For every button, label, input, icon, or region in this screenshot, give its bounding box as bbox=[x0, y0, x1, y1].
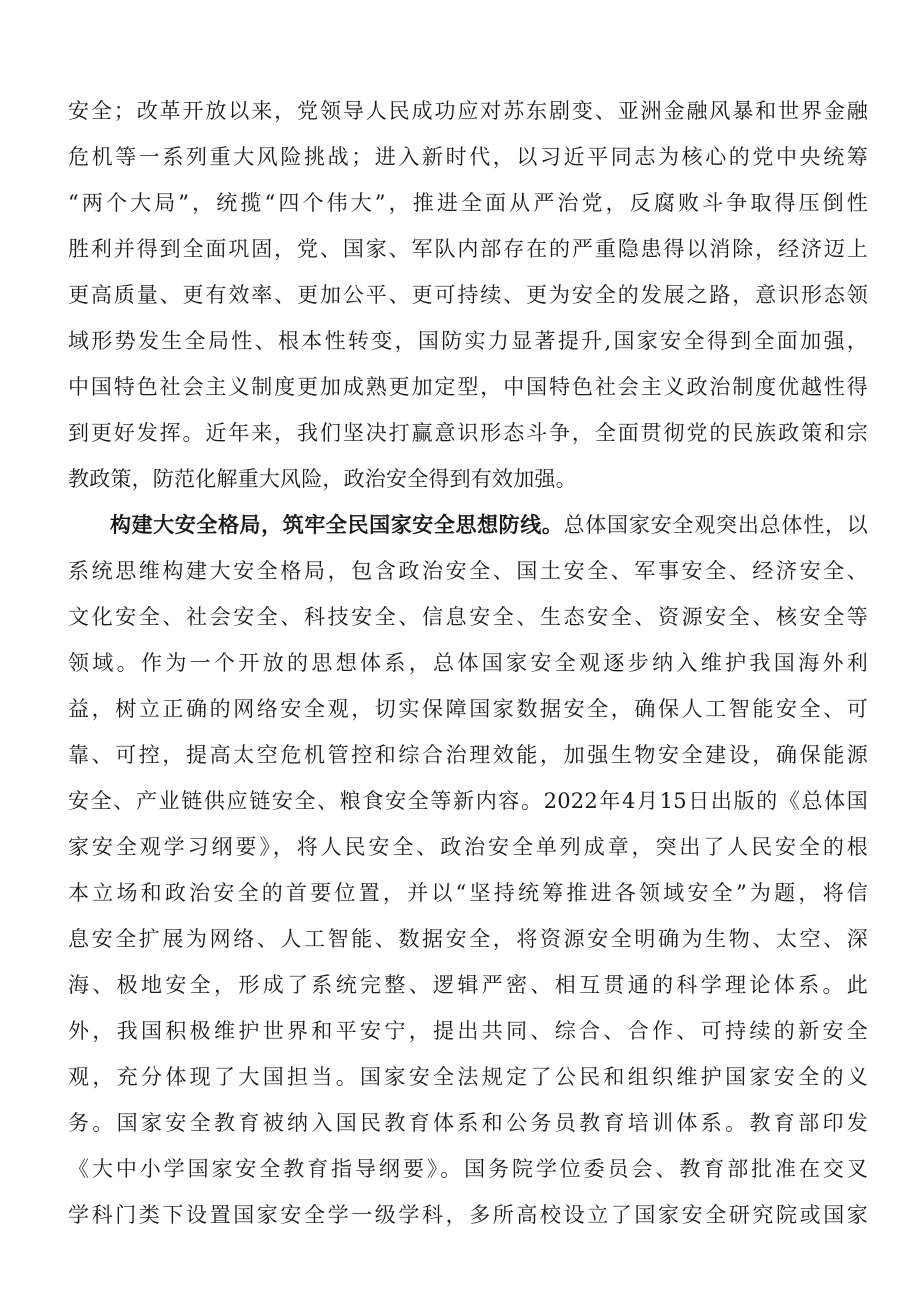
paragraph-2-line-14: 务。国家安全教育被纳入国民教育体系和公务员教育培训体系。教育部印发 bbox=[68, 1111, 868, 1135]
paragraph-1-line-3: “两个大局”，统揽“四个伟大”，推进全面从严治党，反腐败斗争取得压倒性 bbox=[68, 191, 868, 215]
paragraph-2-line-16: 学科门类下设置国家安全学一级学科，多所高校设立了国家安全研究院或国家 bbox=[68, 1203, 868, 1227]
paragraph-1-line-8: 到更好发挥。近年来，我们坚决打赢意识形态斗争，全面贯彻党的民族政策和宗 bbox=[68, 421, 868, 445]
paragraph-2-line-15: 《大中小学国家安全教育指导纲要》。国务院学位委员会、教育部批准在交叉 bbox=[68, 1157, 868, 1181]
section-heading: 构建大安全格局，筑牢全民国家安全思想防线。 bbox=[110, 513, 564, 537]
paragraph-1-line-2: 危机等一系列重大风险挑战；进入新时代，以习近平同志为核心的党中央统筹 bbox=[68, 145, 868, 169]
paragraph-2-line-3: 文化安全、社会安全、科技安全、信息安全、生态安全、资源安全、核安全等 bbox=[68, 605, 868, 629]
paragraph-2-line-5: 益，树立正确的网络安全观，切实保障国家数据安全，确保人工智能安全、可 bbox=[68, 697, 868, 721]
paragraph-2-line-1 bbox=[110, 510, 868, 540]
paragraph-2-line-8: 家安全观学习纲要》，将人民安全、政治安全单列成章，突出了人民安全的根 bbox=[68, 835, 868, 859]
paragraph-1-line-4: 胜利并得到全面巩固，党、国家、军队内部存在的严重隐患得以消除，经济迈上 bbox=[68, 237, 868, 261]
paragraph-2-line-1-rest: 总体国家安全观突出总体性，以 bbox=[563, 513, 868, 537]
paragraph-2-line-2: 系统思维构建大安全格局，包含政治安全、国土安全、军事安全、经济安全、 bbox=[68, 559, 868, 583]
paragraph-1-line-9: 教政策，防范化解重大风险，政治安全得到有效加强。 bbox=[68, 467, 577, 491]
paragraph-1-line-1: 安全；改革开放以来，党领导人民成功应对苏东剧变、亚洲金融风暴和世界金融 bbox=[68, 99, 868, 123]
paragraph-1-line-5: 更高质量、更有效率、更加公平、更可持续、更为安全的发展之路，意识形态领 bbox=[68, 283, 868, 307]
paragraph-2-line-12: 外，我国积极维护世界和平安宁，提出共同、综合、合作、可持续的新安全 bbox=[68, 1019, 868, 1043]
paragraph-2-line-9: 本立场和政治安全的首要位置，并以“坚持统筹推进各领域安全”为题，将信 bbox=[68, 881, 868, 905]
paragraph-2-line-10: 息安全扩展为网络、人工智能、数据安全，将资源安全明确为生物、太空、深 bbox=[68, 927, 868, 951]
paragraph-2-line-13: 观，充分体现了大国担当。国家安全法规定了公民和组织维护国家安全的义 bbox=[68, 1065, 868, 1089]
paragraph-2-line-11: 海、极地安全，形成了系统完整、逻辑严密、相互贯通的科学理论体系。此 bbox=[68, 973, 868, 997]
paragraph-2-line-7: 安全、产业链供应链安全、粮食安全等新内容。2022年4月15日出版的《总体国 bbox=[68, 789, 868, 813]
paragraph-2-line-6: 靠、可控，提高太空危机管控和综合治理效能，加强生物安全建设，确保能源 bbox=[68, 743, 868, 767]
paragraph-2-line-4: 领域。作为一个开放的思想体系，总体国家安全观逐步纳入维护我国海外利 bbox=[68, 651, 868, 675]
paragraph-1-line-6: 域形势发生全局性、根本性转变，国防实力显著提升,国家安全得到全面加强， bbox=[68, 329, 868, 353]
paragraph-1-line-7: 中国特色社会主义制度更加成熟更加定型，中国特色社会主义政治制度优越性得 bbox=[68, 375, 868, 399]
